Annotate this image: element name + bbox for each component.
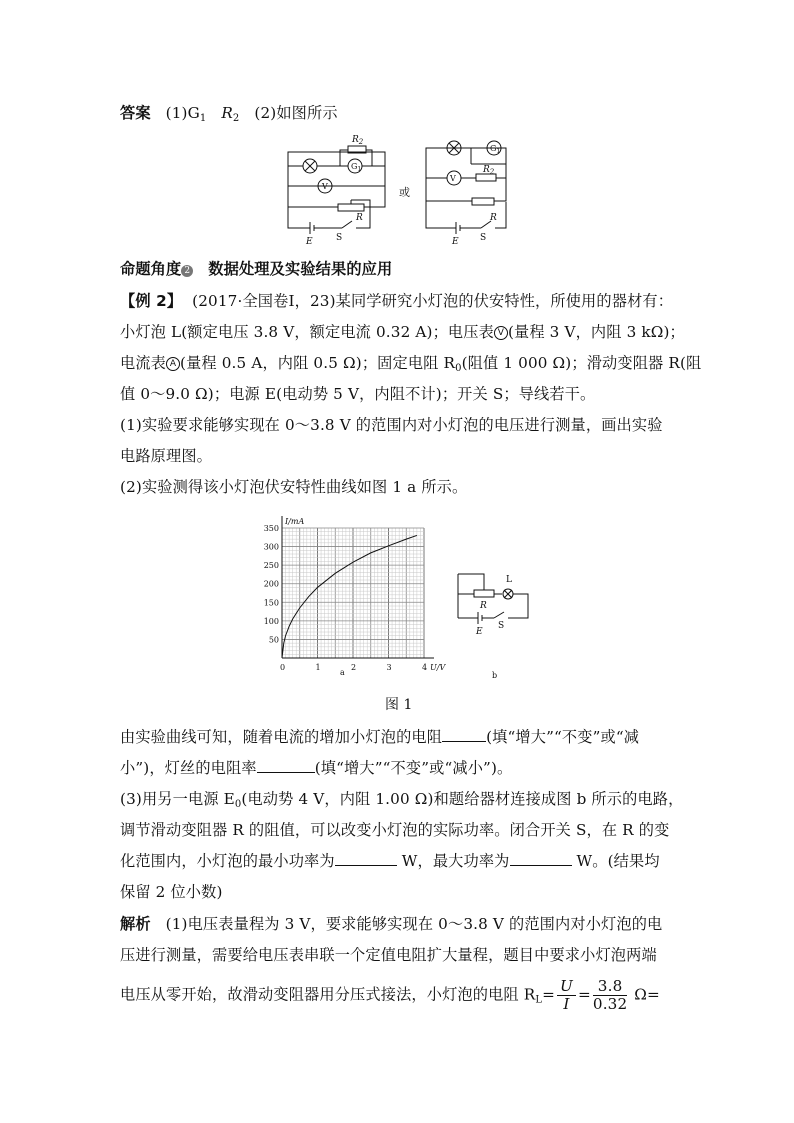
label-g1-1: $G_1$ [351,162,362,173]
g-subscript: 1 [199,113,207,124]
label-v-1: V [322,182,328,191]
answer-blank-2[interactable] [257,758,315,773]
y-tick-label: 300 [263,542,279,552]
label-e-1: E [306,237,313,244]
iv-curve-chart [252,508,464,684]
analysis-text-1: (1)电压表量程为 3 V，要求能够实现在 0～3.8 V 的范围内对小灯泡的电 [165,915,663,933]
q3-text-f: W。(结果均 [576,852,660,870]
frac-den-i: I [563,995,570,1013]
q3-text-d: 化范围内，小灯泡的最小功率为 [120,852,335,870]
y-tick-label: 350 [263,524,279,533]
fraction-u-over-i [557,978,576,1013]
ammeter-symbol: A [166,357,180,371]
example-text-3a: 电流表 [120,354,167,372]
rheostat-b-icon [474,590,494,597]
q3-text-a: (3)用另一电源 E [120,790,235,808]
x-tick-label: 2 [351,663,357,672]
topic-heading [120,259,680,279]
r-b-label: R [480,601,487,611]
q2-text-a: 由实验曲线可知，随着电流的增加小灯泡的电阻 [120,728,443,746]
example-text-2a: 小灯泡 L(额定电压 3.8 V，额定电流 0.32 A)；电压表 [120,323,494,341]
circuit-1 [288,146,385,234]
question-3-line-b: 调节滑动变阻器 R 的阻值，可以改变小灯泡的实际功率。闭合开关 S，在 R 的变 [120,821,670,839]
figure-b-label: b [492,671,498,680]
question-2-line-b [120,758,680,778]
label-s-1: S [336,233,343,243]
topic-number-badge: 2 [181,265,193,277]
question-3-line-c [120,851,680,871]
or-label: 或 [399,186,410,199]
e0-subscript: 0 [234,799,242,810]
answer-blank-4[interactable] [510,851,572,866]
x-tick-label: 1 [315,663,321,672]
frac-den-value: 0.32 [592,995,628,1013]
answer-circuit-diagrams [280,128,520,244]
example-text-3c: (阻值 1 000 Ω)；滑动变阻器 R(阻 [461,354,702,372]
y-tick-label: 250 [263,561,279,571]
analysis-line-1 [120,914,680,934]
answer-part2: (2)如图所示 [254,104,338,122]
analysis-tail: Ω= [634,985,660,1004]
rheostat-icon [338,204,364,211]
svg-text:V: V [450,174,456,183]
analysis-line-2: 压进行测量，需要给电压表串联一个定值电阻扩大量程，题目中要求小灯泡两端 [120,946,657,964]
answer-part1: (1)G [165,104,200,122]
svg-text:R2: $R_2$ [483,165,495,176]
question-2-intro: (2)实验测得该小灯泡伏安特性曲线如图 1 a 所示。 [120,478,468,496]
x-tick-label: 0 [280,663,286,672]
q3-text-b: (电动势 4 V，内阻 1.00 Ω)和题给器材连接成图 b 所示的电路， [241,790,684,808]
answer-label: 答案 [120,104,151,122]
x-tick-label: 3 [386,663,392,672]
rl-subscript: L [535,994,543,1006]
q2-text-d: (填“增大”“不变”或“减小”)。 [314,759,513,777]
svg-text:S: S [480,233,487,243]
figure-a-label: a [340,668,345,677]
svg-text:R: R [490,213,497,223]
example-text-1: 某同学研究小灯泡的伏安特性，所使用的器材有： [335,292,674,310]
analysis-label: 解析 [120,915,151,933]
frac-num-value: 3.8 [593,978,627,996]
example-text-2b: (量程 3 V，内阻 3 kΩ)； [507,323,685,341]
q3-text-e: W，最大功率为 [401,852,510,870]
svg-text:E: E [452,237,459,244]
question-2-line-a [120,727,680,747]
fraction-value [593,978,627,1013]
circuit-b [452,566,534,682]
question-1-line-a: (1)实验要求能够实现在 0～3.8 V 的范围内对小灯泡的电压进行测量，画出实验 [120,416,663,434]
example-text-3b: (量程 0.5 A，内阻 0.5 Ω)；固定电阻 R [180,354,456,372]
analysis-text-3: 电压从零开始，故滑动变阻器用分压式接法，小灯泡的电阻 R [120,985,536,1004]
example-line-2 [120,322,685,342]
e-b-label: E [476,627,483,637]
example-source: (2017·全国卷Ⅰ，23) [192,292,336,310]
analysis-line-3 [120,978,680,1013]
y-tick-label: 50 [268,635,279,645]
y-tick-label: 150 [263,598,279,608]
frac-num-u: U [557,978,576,996]
topic-prefix: 命题角度 [120,260,182,278]
example-line-3 [120,353,702,379]
voltmeter-symbol: V [494,326,508,340]
topic-title: 数据处理及实验结果的应用 [208,260,393,278]
question-1-line-b: 电路原理图。 [120,447,213,465]
lamp-b-label: L [506,575,512,585]
answer-blank-3[interactable] [335,851,397,866]
s-b-label: S [498,621,505,631]
equals-1: = [542,985,556,1004]
x-axis-label: U/V [430,663,446,672]
r-subscript: 2 [232,113,240,124]
equals-2: = [577,985,591,1004]
question-3-line-a [120,789,684,815]
x-tick-label: 4 [422,663,428,672]
y-axis-label: I/mA [285,517,305,526]
example-tag: 【例 2】 [120,292,183,310]
label-r-1: R [356,213,363,223]
answer-blank-1[interactable] [442,727,486,742]
q2-text-c: 小”)，灯丝的电阻率 [120,759,257,777]
example-line-1 [120,291,680,311]
label-r2-1: $R_2$ [352,135,364,146]
r0-subscript: 0 [455,363,462,374]
y-tick-label: 200 [263,579,279,589]
y-tick-label: 100 [263,616,279,626]
q2-text-b: (填“增大”“不变”或“减 [486,728,640,746]
answer-line [120,103,680,129]
question-3-line-d: 保留 2 位小数) [120,883,223,901]
answer-r: R [221,104,233,122]
svg-text:G1: $G_1$ [490,144,501,155]
figure-caption: 图 1 [385,697,413,713]
example-line-4: 值 0～9.0 Ω)；电源 E(电动势 5 V，内阻不计)；开关 S；导线若干。 [120,385,596,403]
